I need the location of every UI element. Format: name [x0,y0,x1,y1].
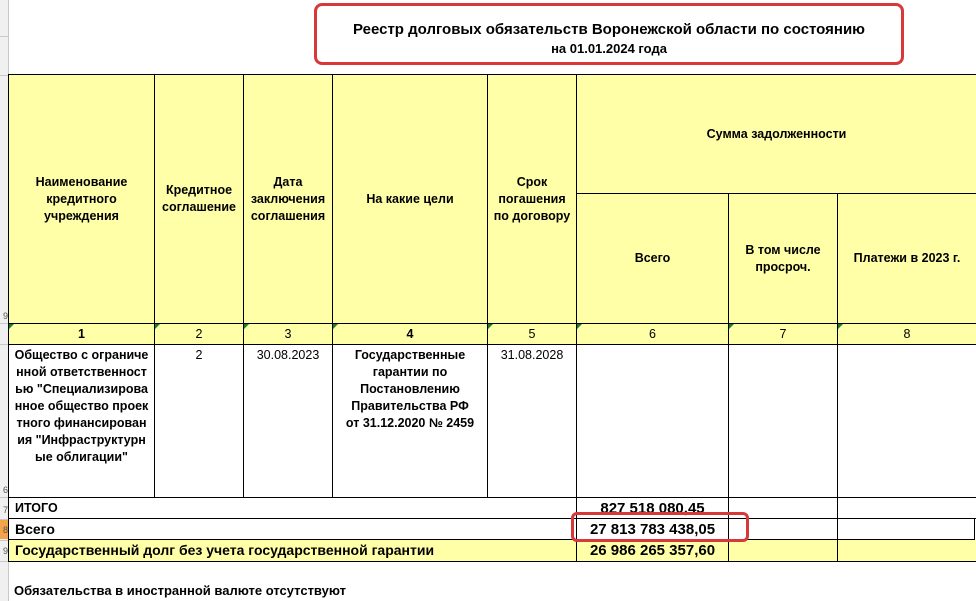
row-number[interactable]: 9 [2,311,8,321]
row-divider [0,540,8,541]
header-total[interactable]: Всего [577,194,729,324]
header-agreement[interactable]: Кредитное соглашение [155,75,244,324]
column-number[interactable]: 6 [577,324,729,345]
column-number[interactable]: 8 [838,324,976,345]
row-number[interactable]: 9 [2,546,8,556]
gosdolg-payments-cell[interactable] [838,540,976,562]
vsego-value-cell[interactable]: 27 813 783 438,05 [577,519,729,540]
itogo-value-cell[interactable]: 827 518 080,45 [577,498,729,519]
footnote: Обязательства в иностранной валюте отсутствуют [14,583,346,598]
value-highlight [571,512,749,542]
header-overdue[interactable]: В том числе просроч. [729,194,838,324]
gosdolg-overdue-cell[interactable] [729,540,838,562]
column-number[interactable]: 2 [155,324,244,345]
header-debt-group[interactable]: Сумма задолженности [577,75,976,194]
gosdolg-label-cell[interactable]: Государственный долг без учета государственной гарантии [9,540,577,562]
row-term-cell[interactable]: 31.08.2028 [488,345,577,498]
row-name-cell[interactable]: Общество с ограниченной ответственностью "Специализированное общество проектного финансирования "Инфраструктурные облигации" [9,345,155,498]
row-total-cell[interactable] [577,345,729,498]
row-divider [0,323,8,324]
header-date[interactable]: Дата заключения соглашения [244,75,333,324]
row-divider [0,561,8,562]
column-number[interactable]: 4 [333,324,488,345]
row-divider [0,344,8,345]
vsego-payments-cell[interactable] [838,519,975,540]
row-divider [0,36,8,37]
page-title: Реестр долговых обязательств Воронежской области по состоянию [353,21,865,38]
header-name[interactable]: Наименование кредитного учреждения [9,75,155,324]
header-payments[interactable]: Платежи в 2023 г. [838,194,976,324]
row-payments-cell[interactable] [838,345,976,498]
row-number[interactable]: 8 [2,525,8,535]
title-highlight [314,3,904,65]
row-overdue-cell[interactable] [729,345,838,498]
row-divider [0,75,8,76]
row-purpose-cell[interactable]: Государственные гарантии по Постановлению Правительства РФ от 31.12.2020 № 2459 [333,345,488,498]
column-number[interactable]: 3 [244,324,333,345]
row-number[interactable]: 6 [2,485,8,495]
vsego-label-cell[interactable]: Всего [9,519,577,540]
row-date-cell[interactable]: 30.08.2023 [244,345,333,498]
page-subtitle: на 01.01.2024 года [551,41,667,56]
itogo-payments-cell[interactable] [838,498,976,519]
row-agreement-cell[interactable]: 2 [155,345,244,498]
itogo-label-cell[interactable]: ИТОГО [9,498,577,519]
column-number[interactable]: 5 [488,324,577,345]
column-number[interactable]: 1 [9,324,155,345]
header-term[interactable]: Срок погашения по договору [488,75,577,324]
row-divider [0,497,8,498]
gosdolg-value-cell[interactable]: 26 986 265 357,60 [577,540,729,562]
row-number[interactable]: 7 [2,505,8,515]
header-purpose[interactable]: На какие цели [333,75,488,324]
column-number[interactable]: 7 [729,324,838,345]
